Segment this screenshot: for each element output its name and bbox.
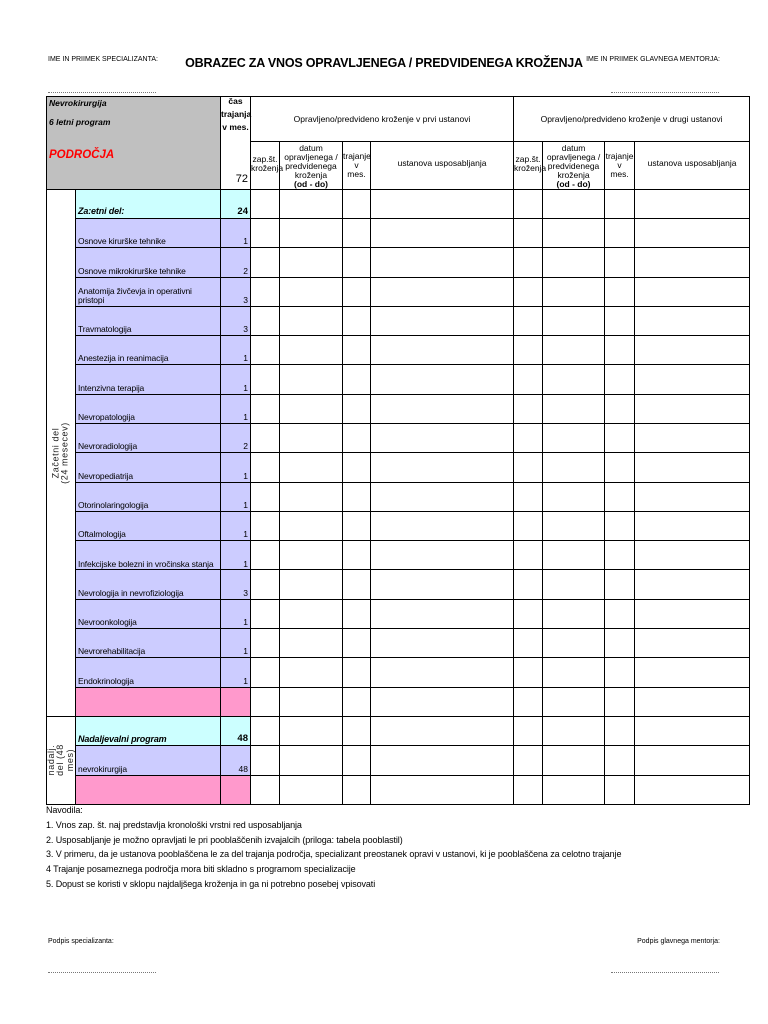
entry-cell[interactable] xyxy=(543,423,605,452)
entry-cell[interactable] xyxy=(343,218,371,247)
entry-cell[interactable] xyxy=(280,482,343,511)
entry-cell[interactable] xyxy=(280,248,343,277)
areas-label: PODROČJA xyxy=(49,148,115,161)
entry-cell[interactable] xyxy=(514,277,543,306)
rotation-number-header xyxy=(251,142,284,190)
entry-cell[interactable] xyxy=(543,511,605,540)
entry-cell[interactable] xyxy=(343,189,371,218)
form-title: OBRAZEC ZA VNOS OPRAVLJENEGA / PREDVIDENEGA KROŽENJA xyxy=(185,56,583,70)
entry-cell[interactable] xyxy=(605,277,635,306)
duration-header-line: čas xyxy=(228,96,243,106)
entry-cell[interactable] xyxy=(343,599,371,628)
entry-cell[interactable] xyxy=(280,541,343,570)
area-name: Nevroradiologija xyxy=(76,423,221,452)
entry-cell[interactable] xyxy=(280,423,343,452)
entry-cell[interactable] xyxy=(371,511,514,540)
table-row xyxy=(47,511,750,540)
entry-cell[interactable] xyxy=(605,306,635,335)
entry-cell[interactable] xyxy=(280,453,343,482)
program-duration: 6 letni program xyxy=(49,116,111,127)
table-row xyxy=(47,218,750,247)
entry-cell[interactable] xyxy=(605,365,635,394)
entry-cell[interactable] xyxy=(514,482,543,511)
entry-cell[interactable] xyxy=(635,775,750,804)
entry-cell[interactable] xyxy=(343,746,371,775)
table-row xyxy=(47,716,750,745)
instruction-item: 1. Vnos zap. št. naj predstavlja kronološki vrstni red usposabljanja xyxy=(46,819,302,830)
entry-cell[interactable] xyxy=(635,511,750,540)
entry-cell[interactable] xyxy=(605,629,635,658)
entry-cell[interactable] xyxy=(635,394,750,423)
entry-cell[interactable] xyxy=(514,336,543,365)
area-name: Osnove kirurške tehnike xyxy=(76,218,221,247)
table-row xyxy=(47,394,750,423)
entry-cell[interactable] xyxy=(635,336,750,365)
entry-cell[interactable] xyxy=(635,189,750,218)
area-name xyxy=(76,775,221,804)
entry-cell[interactable] xyxy=(371,599,514,628)
table-row xyxy=(47,306,750,335)
entry-cell[interactable] xyxy=(543,336,605,365)
sub-header-line: trajanje v xyxy=(605,150,634,170)
sub-header-line: (od - do) xyxy=(556,178,591,189)
area-months: 1 xyxy=(221,482,251,511)
table-row xyxy=(47,570,750,599)
entry-cell[interactable] xyxy=(514,306,543,335)
rotation-number-header xyxy=(514,142,547,190)
entry-cell[interactable] xyxy=(251,336,280,365)
entry-cell[interactable] xyxy=(251,629,280,658)
entry-cell[interactable] xyxy=(514,687,543,716)
rotation-date-header xyxy=(280,142,343,190)
area-name: Anestezija in reanimacija xyxy=(76,336,221,365)
entry-cell[interactable] xyxy=(343,775,371,804)
entry-cell[interactable] xyxy=(251,746,280,775)
entry-cell[interactable] xyxy=(371,218,514,247)
area-months: 24 xyxy=(221,189,251,218)
table-row xyxy=(47,336,750,365)
entry-cell[interactable] xyxy=(371,277,514,306)
entry-cell[interactable] xyxy=(371,306,514,335)
sub-header-line: (od - do) xyxy=(294,178,328,189)
entry-cell[interactable] xyxy=(605,746,635,775)
instruction-item: 5. Dopust se koristi v sklopu najdaljšega kroženja in ga ni potrebno posebej vpisovati xyxy=(46,878,376,889)
entry-cell[interactable] xyxy=(605,687,635,716)
entry-cell[interactable] xyxy=(514,423,543,452)
entry-cell[interactable] xyxy=(605,218,635,247)
entry-cell[interactable] xyxy=(343,570,371,599)
area-months xyxy=(221,687,251,716)
area-name: Endokrinologija xyxy=(76,658,221,687)
entry-cell[interactable] xyxy=(543,775,605,804)
instructions xyxy=(46,803,621,892)
entry-cell[interactable] xyxy=(280,394,343,423)
sub-header-line: mes. xyxy=(610,168,629,179)
entry-cell[interactable] xyxy=(280,189,343,218)
table-row xyxy=(47,277,750,306)
entry-cell[interactable] xyxy=(280,658,343,687)
entry-cell[interactable] xyxy=(543,453,605,482)
entry-cell[interactable] xyxy=(605,716,635,745)
entry-cell[interactable] xyxy=(635,541,750,570)
sub-header-line: zap.št. xyxy=(252,154,278,165)
entry-cell[interactable] xyxy=(635,687,750,716)
area-months: 2 xyxy=(221,248,251,277)
entry-cell[interactable] xyxy=(343,511,371,540)
entry-cell[interactable] xyxy=(251,365,280,394)
entry-cell[interactable] xyxy=(514,394,543,423)
entry-cell[interactable] xyxy=(343,658,371,687)
sub-header-line: zap.št. xyxy=(515,154,541,165)
entry-cell[interactable] xyxy=(251,599,280,628)
entry-cell[interactable] xyxy=(635,570,750,599)
entry-cell[interactable] xyxy=(543,189,605,218)
entry-cell[interactable] xyxy=(251,541,280,570)
entry-cell[interactable] xyxy=(371,365,514,394)
entry-cell[interactable] xyxy=(543,394,605,423)
duration-header-line: trajanja xyxy=(221,108,252,119)
rotation-date-header xyxy=(543,142,605,190)
area-months: 48 xyxy=(221,746,251,775)
table-row xyxy=(47,541,750,570)
entry-cell[interactable] xyxy=(514,541,543,570)
entry-cell[interactable] xyxy=(543,306,605,335)
area-name: Nevropediatrija xyxy=(76,453,221,482)
entry-cell[interactable] xyxy=(343,453,371,482)
table-row xyxy=(47,453,750,482)
sub-header-line: kroženja xyxy=(251,163,284,174)
entry-cell[interactable] xyxy=(514,365,543,394)
instruction-item: 2. Usposabljanje je možno opravljati le pri pooblaščenih izvajalcih (priloga: tabela pooblastil) xyxy=(46,834,403,845)
entry-cell[interactable] xyxy=(371,775,514,804)
entry-cell[interactable] xyxy=(371,541,514,570)
entry-cell[interactable] xyxy=(251,248,280,277)
entry-cell[interactable] xyxy=(280,511,343,540)
area-name: Nevrologija in nevrofiziologija xyxy=(76,570,221,599)
entry-cell[interactable] xyxy=(635,629,750,658)
entry-cell[interactable] xyxy=(635,716,750,745)
entry-cell[interactable] xyxy=(251,423,280,452)
entry-cell[interactable] xyxy=(605,599,635,628)
area-months: 2 xyxy=(221,423,251,452)
table-row xyxy=(47,599,750,628)
table-row xyxy=(47,775,750,804)
entry-cell[interactable] xyxy=(280,306,343,335)
area-months: 1 xyxy=(221,365,251,394)
entry-cell[interactable] xyxy=(251,453,280,482)
entry-cell[interactable] xyxy=(514,511,543,540)
sub-header-line: datum opravljenega / xyxy=(546,143,601,162)
sub-header-line: predvidenega kroženja xyxy=(547,160,600,180)
entry-cell[interactable] xyxy=(605,541,635,570)
entry-cell[interactable] xyxy=(543,482,605,511)
group-initial-label: Začetni del (24 mesecev) xyxy=(50,421,70,484)
table-row xyxy=(47,248,750,277)
area-name: Intenzivna terapija xyxy=(76,365,221,394)
entry-cell[interactable] xyxy=(251,716,280,745)
entry-cell[interactable] xyxy=(543,541,605,570)
entry-cell[interactable] xyxy=(280,629,343,658)
area-months xyxy=(221,775,251,804)
table-row xyxy=(47,189,750,218)
entry-cell[interactable] xyxy=(343,423,371,452)
specialist-name-label: IME IN PRIIMEK SPECIALIZANTA: xyxy=(48,56,158,63)
entry-cell[interactable] xyxy=(343,365,371,394)
entry-cell[interactable] xyxy=(251,277,280,306)
area-months: 1 xyxy=(221,629,251,658)
entry-cell[interactable] xyxy=(543,599,605,628)
entry-cell[interactable] xyxy=(514,716,543,745)
entry-cell[interactable] xyxy=(371,394,514,423)
table-row xyxy=(47,746,750,775)
area-name: Nevroonkologija xyxy=(76,599,221,628)
entry-cell[interactable] xyxy=(543,746,605,775)
entry-cell[interactable] xyxy=(251,687,280,716)
area-months: 1 xyxy=(221,511,251,540)
entry-cell[interactable] xyxy=(280,336,343,365)
area-months: 1 xyxy=(221,658,251,687)
entry-cell[interactable] xyxy=(635,599,750,628)
entry-cell[interactable] xyxy=(251,511,280,540)
entry-cell[interactable] xyxy=(635,248,750,277)
entry-cell[interactable] xyxy=(605,423,635,452)
specialist-name-line[interactable] xyxy=(48,92,156,93)
entry-cell[interactable] xyxy=(371,570,514,599)
entry-cell[interactable] xyxy=(371,423,514,452)
table-row xyxy=(47,658,750,687)
entry-cell[interactable] xyxy=(343,394,371,423)
entry-cell[interactable] xyxy=(635,453,750,482)
entry-cell[interactable] xyxy=(371,453,514,482)
entry-cell[interactable] xyxy=(251,189,280,218)
group-advanced xyxy=(47,716,76,804)
mentor-name-label: IME IN PRIIMEK GLAVNEGA MENTORJA: xyxy=(586,56,720,63)
area-months: 3 xyxy=(221,306,251,335)
area-name: Osnove mikrokirurške tehnike xyxy=(76,248,221,277)
entry-cell[interactable] xyxy=(605,511,635,540)
entry-cell[interactable] xyxy=(251,482,280,511)
entry-cell[interactable] xyxy=(280,775,343,804)
entry-cell[interactable] xyxy=(605,775,635,804)
entry-cell[interactable] xyxy=(371,716,514,745)
entry-cell[interactable] xyxy=(605,189,635,218)
entry-cell[interactable] xyxy=(251,658,280,687)
entry-cell[interactable] xyxy=(280,365,343,394)
entry-cell[interactable] xyxy=(514,570,543,599)
entry-cell[interactable] xyxy=(514,248,543,277)
area-name: Anatomija živčevja in operativni pristopi xyxy=(76,277,221,306)
entry-cell[interactable] xyxy=(251,394,280,423)
area-name: Nevropatologija xyxy=(76,394,221,423)
mentor-name-line[interactable] xyxy=(611,92,719,93)
entry-cell[interactable] xyxy=(514,189,543,218)
area-months: 1 xyxy=(221,336,251,365)
instruction-item: 3. V primeru, da je ustanova pooblaščena le za del trajanja področja, specializant preostanek opravi v ustanovi, ki je pooblaščena za celotno trajanje xyxy=(46,849,622,860)
entry-cell[interactable] xyxy=(514,218,543,247)
entry-cell[interactable] xyxy=(343,629,371,658)
area-months: 1 xyxy=(221,218,251,247)
entry-cell[interactable] xyxy=(543,218,605,247)
area-months: 1 xyxy=(221,599,251,628)
entry-cell[interactable] xyxy=(543,658,605,687)
entry-cell[interactable] xyxy=(371,746,514,775)
entry-cell[interactable] xyxy=(251,775,280,804)
entry-cell[interactable] xyxy=(543,277,605,306)
table-row xyxy=(47,629,750,658)
entry-cell[interactable] xyxy=(514,775,543,804)
entry-cell[interactable] xyxy=(251,218,280,247)
entry-cell[interactable] xyxy=(343,687,371,716)
entry-cell[interactable] xyxy=(514,453,543,482)
entry-cell[interactable] xyxy=(635,365,750,394)
program-name: Nevrokirurgija xyxy=(49,98,107,108)
instructions-title: Navodila: xyxy=(46,805,83,815)
sub-header-line: kroženja xyxy=(514,163,547,174)
mentor-signature-line[interactable] xyxy=(611,972,719,973)
entry-cell[interactable] xyxy=(343,541,371,570)
entry-cell[interactable] xyxy=(371,687,514,716)
area-name: Infekcijske bolezni in vročinska stanja xyxy=(76,541,221,570)
entry-cell[interactable] xyxy=(280,277,343,306)
area-name: Otorinolaringologija xyxy=(76,482,221,511)
sub-header-line: predvidenega kroženja xyxy=(285,160,337,180)
entry-cell[interactable] xyxy=(605,248,635,277)
institution-header: ustanova usposabljanja xyxy=(371,142,514,190)
entry-cell[interactable] xyxy=(251,306,280,335)
entry-cell[interactable] xyxy=(371,336,514,365)
area-months: 3 xyxy=(221,277,251,306)
rotation-duration-header xyxy=(343,142,371,190)
entry-cell[interactable] xyxy=(280,570,343,599)
entry-cell[interactable] xyxy=(280,716,343,745)
mentor-signature-label: Podpis glavnega mentorja: xyxy=(637,938,720,945)
entry-cell[interactable] xyxy=(343,482,371,511)
entry-cell[interactable] xyxy=(371,629,514,658)
entry-cell[interactable] xyxy=(635,746,750,775)
entry-cell[interactable] xyxy=(543,716,605,745)
entry-cell[interactable] xyxy=(280,599,343,628)
table-row xyxy=(47,482,750,511)
rotation-duration-header xyxy=(605,142,635,190)
specialist-signature-line[interactable] xyxy=(48,972,156,973)
entry-cell[interactable] xyxy=(514,746,543,775)
entry-cell[interactable] xyxy=(543,248,605,277)
entry-cell[interactable] xyxy=(514,599,543,628)
entry-cell[interactable] xyxy=(280,218,343,247)
area-months: 3 xyxy=(221,570,251,599)
entry-cell[interactable] xyxy=(371,482,514,511)
entry-cell[interactable] xyxy=(543,629,605,658)
sub-header-line: datum opravljenega / xyxy=(284,143,338,162)
entry-cell[interactable] xyxy=(605,453,635,482)
entry-cell[interactable] xyxy=(280,746,343,775)
instruction-item: 4 Trajanje posameznega področja mora biti skladno s programom specializacije xyxy=(46,864,356,875)
institution2-header: Opravljeno/predvideno kroženje v drugi ustanovi xyxy=(514,97,750,142)
area-months: 1 xyxy=(221,541,251,570)
total-months: 72 xyxy=(235,173,248,186)
entry-cell[interactable] xyxy=(635,658,750,687)
area-name xyxy=(76,687,221,716)
sub-header-line: mes. xyxy=(347,168,366,179)
entry-cell[interactable] xyxy=(635,423,750,452)
entry-cell[interactable] xyxy=(514,629,543,658)
entry-cell[interactable] xyxy=(543,365,605,394)
duration-header-line: v mes. xyxy=(222,121,249,132)
entry-cell[interactable] xyxy=(543,570,605,599)
entry-cell[interactable] xyxy=(280,687,343,716)
entry-cell[interactable] xyxy=(343,277,371,306)
entry-cell[interactable] xyxy=(635,306,750,335)
section-name: Za:etni del: xyxy=(76,189,221,218)
area-name: Nevrorehabilitacija xyxy=(76,629,221,658)
rotation-table xyxy=(46,96,750,805)
institution-header: ustanova usposabljanja xyxy=(635,142,750,190)
group-advanced-label: nadalj. del (48 mes) xyxy=(45,744,75,777)
duration-header xyxy=(221,97,251,190)
entry-cell[interactable] xyxy=(543,687,605,716)
entry-cell[interactable] xyxy=(514,658,543,687)
specialist-signature-label: Podpis specializanta: xyxy=(48,938,114,945)
entry-cell[interactable] xyxy=(635,218,750,247)
sub-header-line: trajanje v xyxy=(343,150,371,170)
table-row xyxy=(47,365,750,394)
area-months: 48 xyxy=(221,716,251,745)
area-months: 1 xyxy=(221,394,251,423)
entry-cell[interactable] xyxy=(605,336,635,365)
entry-cell[interactable] xyxy=(635,277,750,306)
entry-cell[interactable] xyxy=(251,570,280,599)
section-name: Nadaljevalni program xyxy=(76,716,221,745)
table-row xyxy=(47,423,750,452)
institution1-header: Opravljeno/predvideno kroženje v prvi ustanovi xyxy=(251,97,514,142)
program-header xyxy=(47,97,221,190)
entry-cell[interactable] xyxy=(371,189,514,218)
entry-cell[interactable] xyxy=(371,248,514,277)
entry-cell[interactable] xyxy=(605,394,635,423)
entry-cell[interactable] xyxy=(635,482,750,511)
entry-cell[interactable] xyxy=(343,248,371,277)
area-months: 1 xyxy=(221,453,251,482)
table-row xyxy=(47,687,750,716)
entry-cell[interactable] xyxy=(605,658,635,687)
entry-cell[interactable] xyxy=(605,570,635,599)
entry-cell[interactable] xyxy=(605,482,635,511)
area-name: Travmatologija xyxy=(76,306,221,335)
entry-cell[interactable] xyxy=(343,716,371,745)
group-initial xyxy=(47,189,76,716)
entry-cell[interactable] xyxy=(371,658,514,687)
entry-cell[interactable] xyxy=(343,306,371,335)
area-name: nevrokirurgija xyxy=(76,746,221,775)
entry-cell[interactable] xyxy=(343,336,371,365)
area-name: Oftalmologija xyxy=(76,511,221,540)
